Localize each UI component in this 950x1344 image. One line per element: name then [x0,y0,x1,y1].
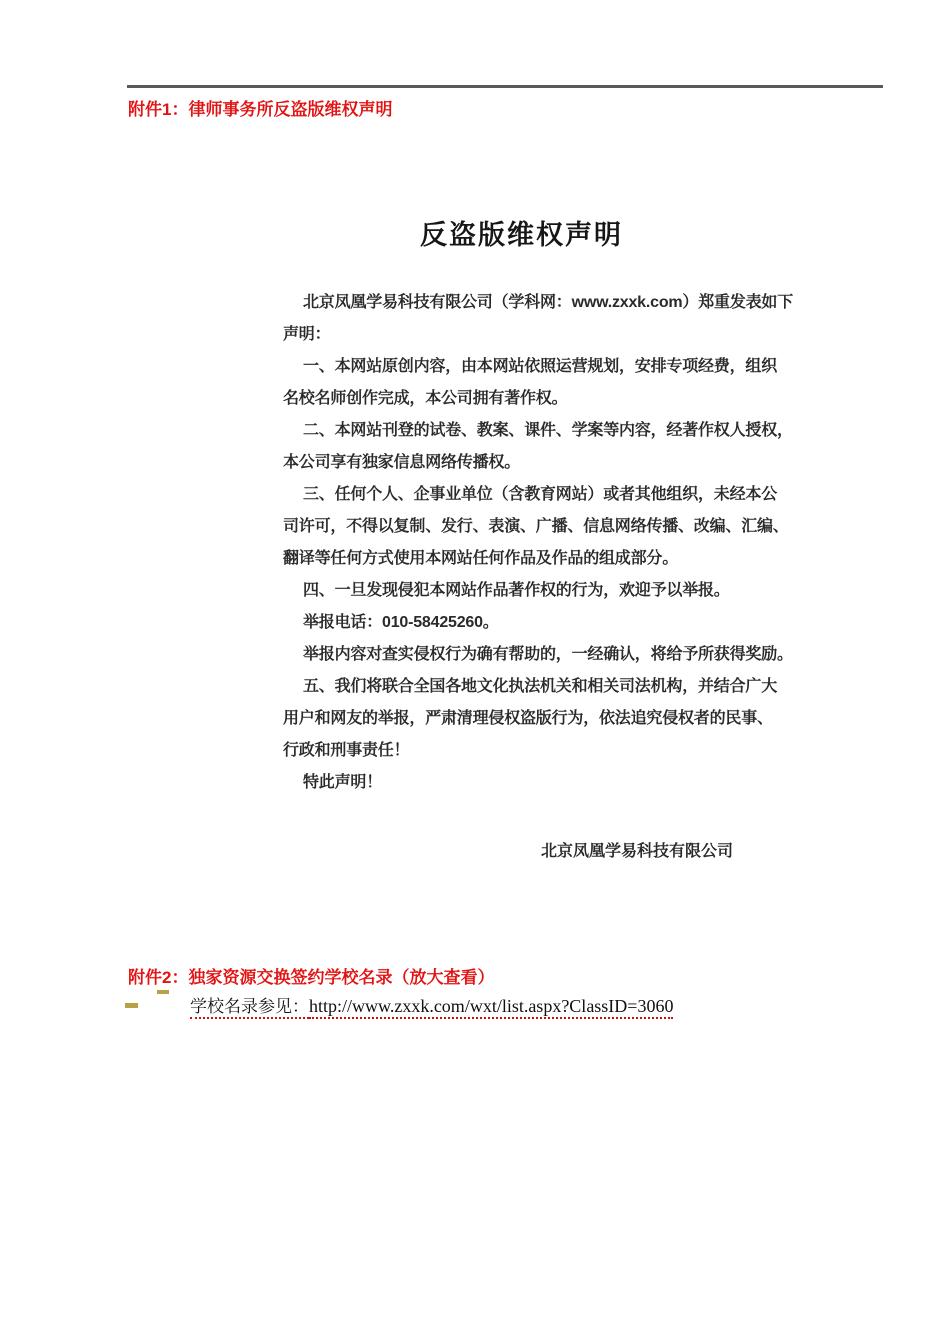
letter-line: 声明： [283,326,331,343]
school-list-url[interactable]: http://www.zxxk.com/wxt/list.aspx?ClassID=3060 [309,996,673,1019]
school-note-label: 学校名录参见： [190,997,309,1019]
letter-line: 举报内容对查实侵权行为确有帮助的，一经确认，将给予所获得奖励。 [303,646,793,663]
letter-line: 四、一旦发现侵犯本网站作品著作权的行为，欢迎予以举报。 [303,582,730,599]
letter-line: 一、本网站原创内容，由本网站依照运营规划，安排专项经费，组织 [303,358,778,375]
statement-letter [283,219,794,799]
top-divider [127,85,883,88]
grammar-mark [157,990,169,994]
letter-line: 北京凤凰学易科技有限公司（学科网：www.zxxk.com）郑重发表如下 [303,294,794,311]
letter-line: 五、我们将联合全国各地文化执法机关和相关司法机构，并结合广大 [303,678,778,695]
letter-line: 翻译等任何方式使用本网站任何作品及作品的组成部分。 [283,550,679,567]
letter-line: 本公司享有独家信息网络传播权。 [283,454,521,471]
school-note-line [190,992,673,1017]
letter-line: 行政和刑事责任！ [283,742,410,759]
attachment2-heading: 附件2：独家资源交换签约学校名录（放大查看） [128,968,495,987]
letter-line: 举报电话：010-58425260。 [303,614,499,631]
letter-line: 特此声明！ [303,774,383,791]
letter-line: 用户和网友的举报，严肃清理侵权盗版行为，依法追究侵权者的民事、 [283,710,773,727]
letter-line: 名校名师创作完成，本公司拥有著作权。 [283,390,568,407]
letter-line: 三、任何个人、企事业单位（含教育网站）或者其他组织，未经本公 [303,486,778,503]
letter-signature: 北京凤凰学易科技有限公司 [540,843,733,860]
list-dash-bullet [125,1003,138,1008]
attachment1-heading: 附件1：律师事务所反盗版维权声明 [128,100,393,119]
letter-line: 司许可，不得以复制、发行、表演、广播、信息网络传播、改编、汇编、 [283,518,789,535]
letter-body [283,287,794,799]
letter-line: 二、本网站刊登的试卷、教案、课件、学案等内容，经著作权人授权， [303,422,793,439]
letter-title: 反盗版维权声明 [420,220,623,250]
